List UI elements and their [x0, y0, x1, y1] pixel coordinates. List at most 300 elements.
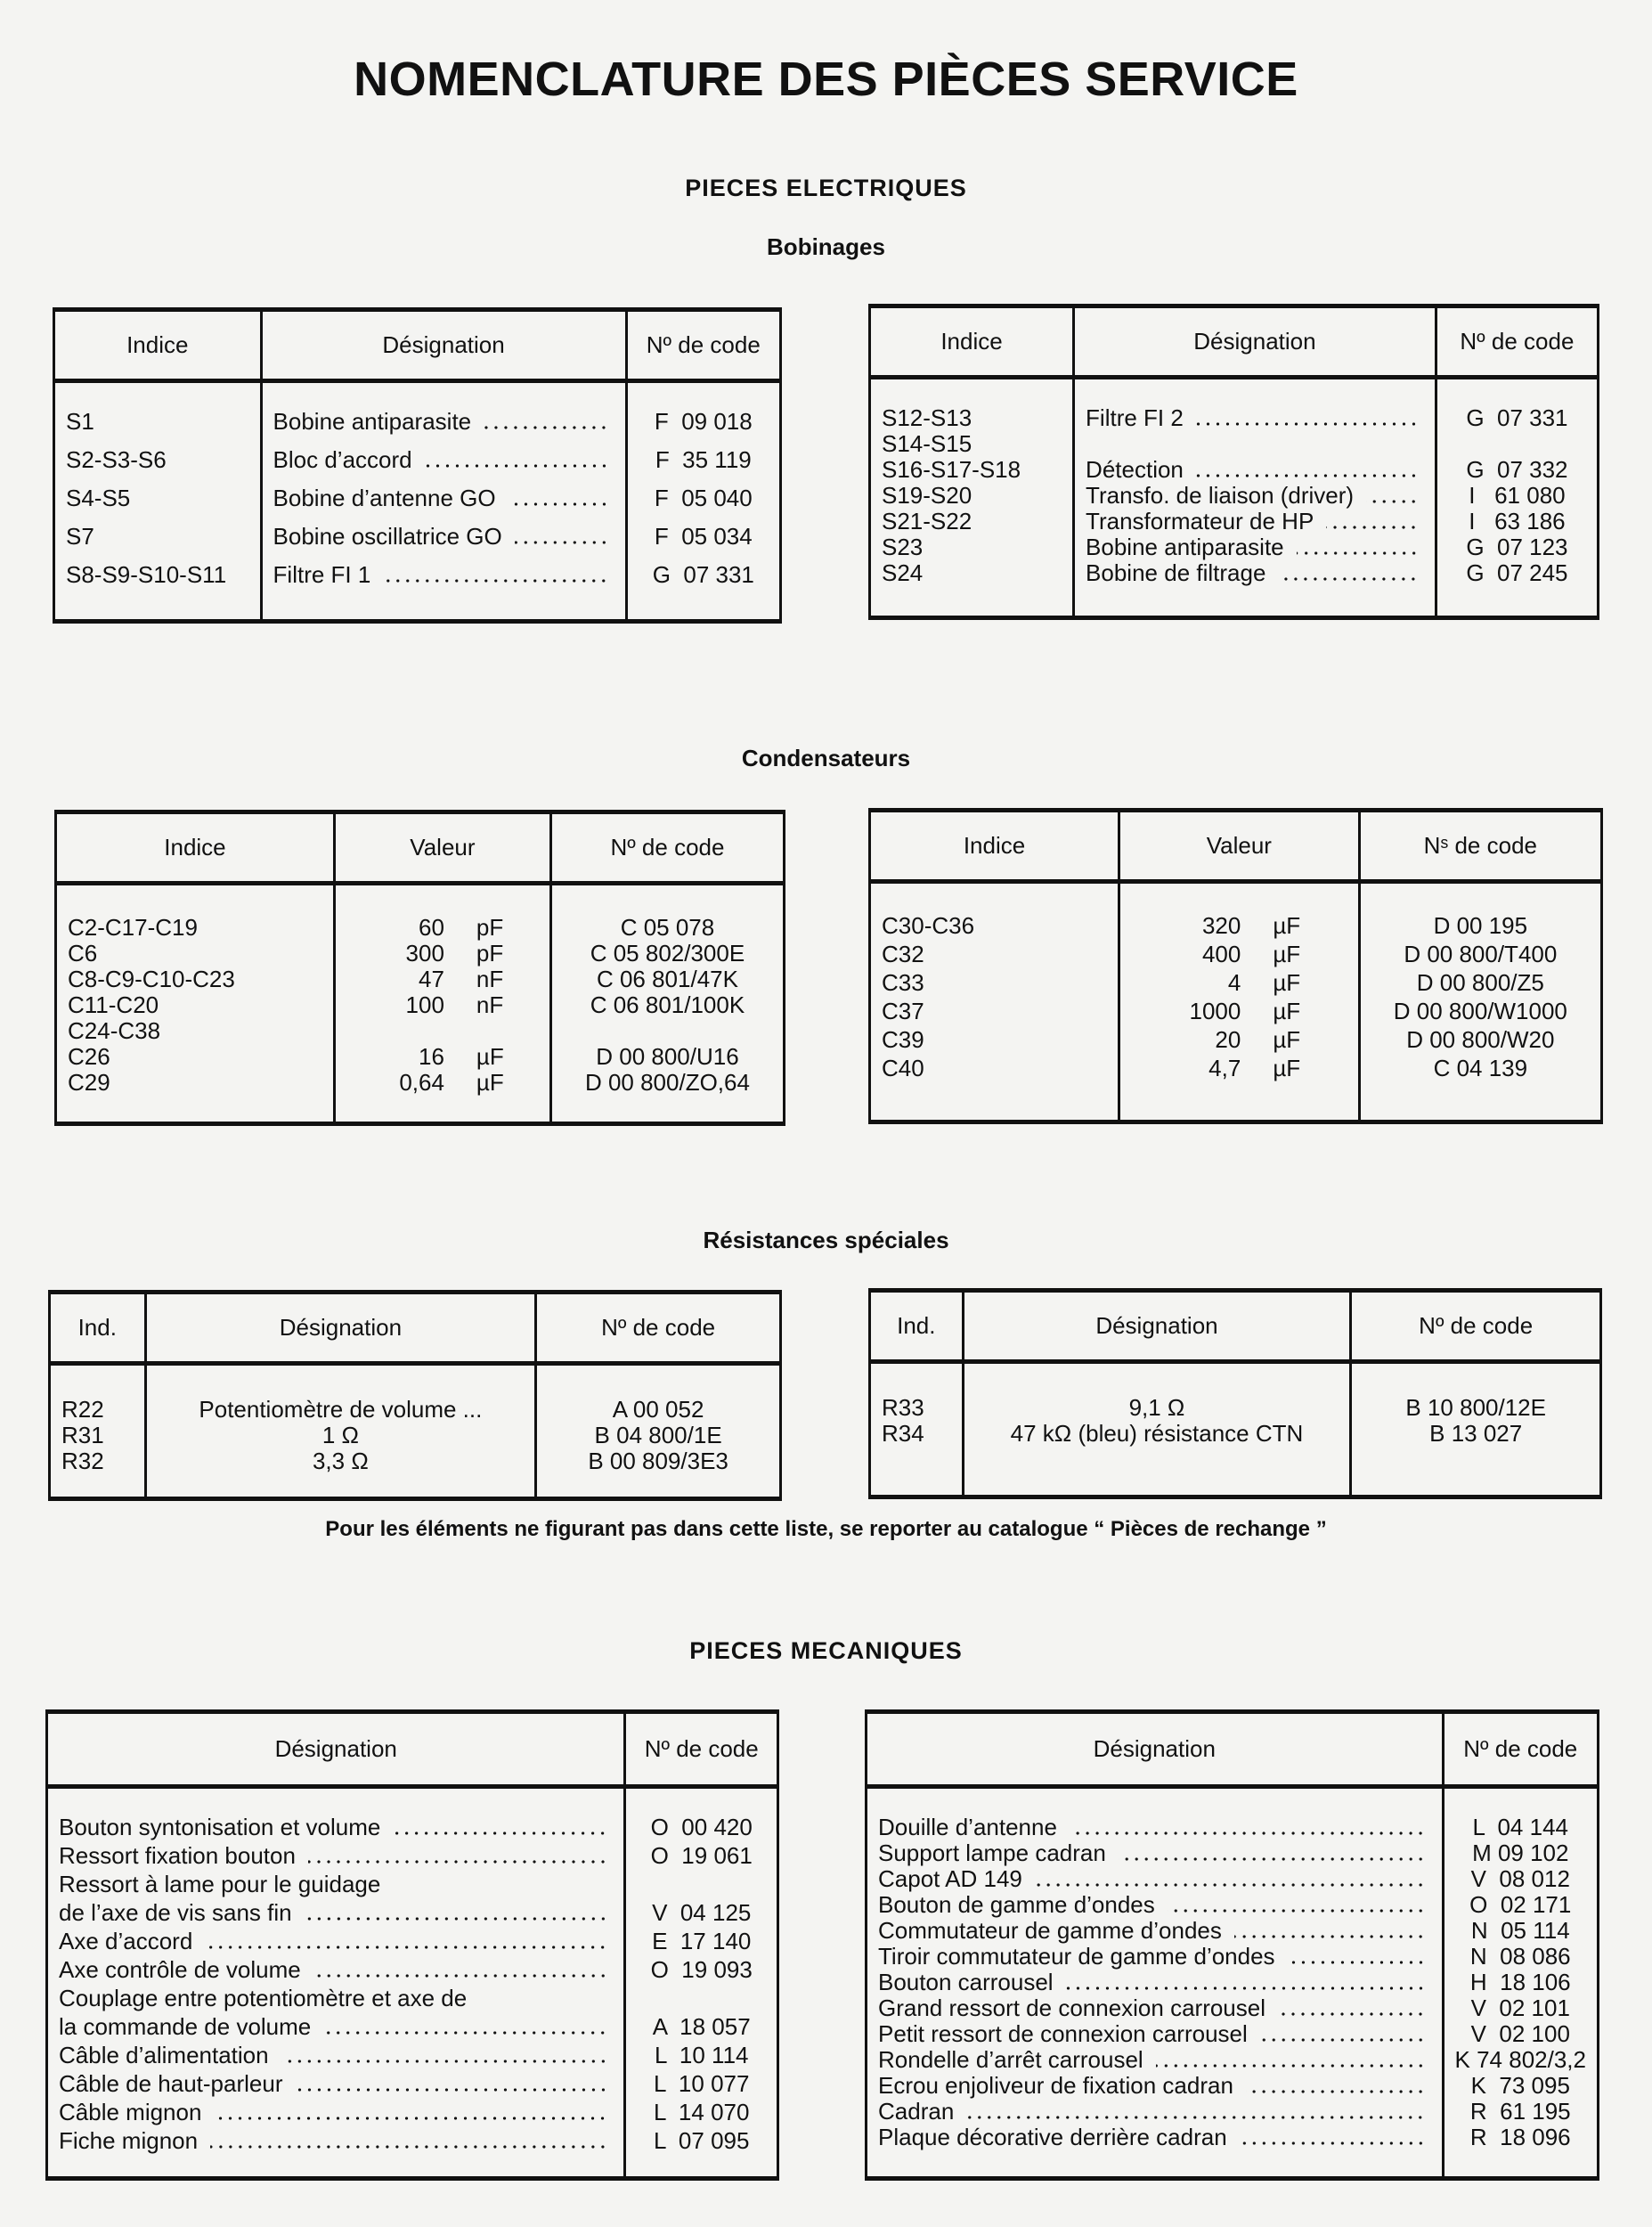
table-row-cell — [1131, 998, 1347, 1026]
column-header: Indice — [54, 310, 262, 381]
table-row-cell — [1455, 1917, 1586, 1943]
part-code: L 10 077 — [653, 2070, 750, 2097]
table-row-cell — [66, 485, 249, 523]
column-code — [1443, 1787, 1598, 2179]
table-row-cell — [346, 966, 539, 991]
table-row-cell — [1086, 430, 1424, 456]
column-header: Indice — [870, 306, 1074, 378]
index: C30-C36 — [882, 912, 975, 939]
value-number: 300 — [405, 940, 444, 967]
subheading-condensateurs: Condensateurs — [741, 745, 911, 771]
table-row-cell — [273, 446, 614, 485]
part-code: R 61 195 — [1469, 2098, 1571, 2125]
designation: Bouton de gamme d’ondes — [878, 1891, 1155, 1918]
table-row-cell — [1131, 1055, 1347, 1083]
part-code: B 10 800/12E — [1405, 1394, 1546, 1421]
designation: Support lampe cadran — [878, 1840, 1106, 1866]
table-row-cell — [61, 1422, 134, 1448]
column-val — [1119, 882, 1360, 1122]
table-row-cell — [882, 1420, 951, 1446]
value-unit: µF — [476, 1069, 504, 1096]
part-code: G 07 331 — [1466, 404, 1568, 431]
index: C8-C9-C10-C23 — [68, 966, 235, 992]
table-row-cell — [1455, 1995, 1586, 2020]
column-header: Désignation — [867, 1712, 1444, 1787]
dot-leader — [1168, 1909, 1426, 1913]
index: C29 — [68, 1069, 110, 1096]
part-code: G 07 331 — [652, 561, 754, 588]
table-row-cell — [1455, 2098, 1586, 2124]
table-row-cell — [1131, 912, 1347, 941]
table-row-cell — [563, 1069, 772, 1095]
designation: 9,1 Ω — [1128, 1394, 1185, 1421]
column-header: Valeur — [334, 812, 550, 884]
designation: Commutateur de gamme d’ondes — [878, 1917, 1222, 1944]
column-header: Indice — [56, 812, 335, 884]
value-unit: pF — [476, 940, 504, 967]
value-unit: µF — [1273, 969, 1301, 996]
table-row-cell — [1455, 2046, 1586, 2072]
table-row-cell — [637, 1956, 766, 1985]
table-row-cell — [1455, 1814, 1586, 1840]
table-row-cell — [882, 482, 1062, 508]
table-row-cell — [975, 1420, 1339, 1446]
table-row-cell — [639, 408, 769, 446]
table-row-cell — [1448, 482, 1586, 508]
table-row-cell — [882, 456, 1062, 482]
index: S21-S22 — [882, 508, 972, 534]
part-code: I 63 186 — [1469, 508, 1566, 534]
part-code: O 19 093 — [650, 1956, 753, 1983]
part-code: F 05 034 — [654, 523, 753, 550]
column-header: Désignation — [47, 1712, 625, 1787]
column-des — [1074, 378, 1436, 618]
table-row-cell — [882, 1026, 1107, 1055]
table-row-cell — [68, 1043, 322, 1069]
header-row — [56, 812, 785, 884]
table-row-cell — [563, 966, 772, 991]
designation: Grand ressort de connexion carrousel — [878, 1995, 1266, 2021]
part-code: V 02 101 — [1470, 1995, 1570, 2021]
index: S16-S17-S18 — [882, 456, 1021, 483]
header-row — [47, 1712, 778, 1787]
table-row-cell — [1086, 456, 1424, 482]
table-row-cell — [878, 2046, 1431, 2072]
table-row-cell — [882, 559, 1062, 585]
designation: Cadran — [878, 2098, 955, 2125]
dot-leader — [966, 2116, 1425, 2119]
table-row-cell — [878, 1865, 1431, 1891]
table-row-cell — [61, 1396, 134, 1422]
designation: de l’axe de vis sans fin — [59, 1899, 292, 1926]
value-number: 16 — [419, 1043, 444, 1070]
table-row-cell — [882, 404, 1062, 430]
index: S7 — [66, 523, 94, 550]
value-number: 320 — [1201, 912, 1241, 939]
designation: Détection — [1086, 456, 1184, 483]
table-row-cell — [1086, 534, 1424, 559]
part-code: L 14 070 — [653, 2099, 750, 2125]
part-code: G 07 245 — [1466, 559, 1568, 586]
dot-leader — [305, 1917, 608, 1921]
table-row-cell — [1371, 941, 1590, 969]
dot-leader — [1288, 1961, 1426, 1964]
table-row-cell — [68, 1017, 322, 1043]
part-code: C 06 801/100K — [590, 991, 745, 1018]
index: S23 — [882, 534, 924, 560]
designation: 1 Ω — [321, 1422, 359, 1448]
section-heading-mechanical: PIECES MECANIQUES — [689, 1637, 963, 1664]
table-row-cell — [59, 1842, 613, 1871]
table-row-cell — [878, 2098, 1431, 2124]
designation: Bobine antiparasite — [273, 408, 472, 435]
table-row-cell — [346, 1043, 539, 1069]
part-code: D 00 800/U16 — [596, 1043, 739, 1070]
table-row-cell — [68, 1069, 322, 1095]
table-row-cell — [68, 940, 322, 966]
value-unit: µF — [1273, 998, 1301, 1024]
table-row-cell — [1371, 998, 1590, 1026]
column-code — [1359, 882, 1601, 1122]
subheading-resistances: Résistances spéciales — [703, 1227, 949, 1253]
table-row-cell — [66, 408, 249, 446]
table-row-cell — [1086, 508, 1424, 534]
body-row — [867, 1787, 1599, 2179]
table-row-cell — [1131, 1026, 1347, 1055]
table-row-cell — [158, 1396, 525, 1422]
table-row-cell — [1371, 1026, 1590, 1055]
header-row — [867, 1712, 1599, 1787]
table-row-cell — [158, 1422, 525, 1448]
table-row-cell — [637, 1985, 766, 2013]
dot-leader — [1278, 577, 1418, 581]
part-code: M 09 102 — [1472, 1840, 1569, 1866]
body-row — [54, 381, 781, 622]
table-row-cell — [548, 1396, 769, 1422]
index: C32 — [882, 941, 924, 967]
column-code — [536, 1364, 781, 1499]
dot-leader — [1196, 422, 1419, 426]
part-code: D 00 195 — [1433, 912, 1528, 939]
table-row-cell — [1363, 1394, 1589, 1420]
dot-leader — [1240, 2141, 1426, 2145]
part-code: I 61 080 — [1469, 482, 1566, 509]
value-unit: pF — [476, 914, 504, 941]
table-row-cell — [1455, 1891, 1586, 1917]
table-row-cell — [68, 991, 322, 1017]
index: R31 — [61, 1422, 104, 1448]
table-row-cell — [878, 1969, 1431, 1995]
table-row-cell — [878, 1840, 1431, 1865]
part-code: K 73 095 — [1470, 2072, 1570, 2099]
header-row — [54, 310, 781, 381]
column-header: Ind. — [50, 1293, 146, 1364]
column-header: Nº de code — [550, 812, 784, 884]
index: C37 — [882, 998, 924, 1024]
column-header: Nˢ de code — [1359, 811, 1601, 882]
index: S14-S15 — [882, 430, 972, 457]
table-row-cell — [59, 1899, 613, 1928]
index: C6 — [68, 940, 98, 967]
dot-leader — [210, 2145, 607, 2149]
body-row — [870, 882, 1602, 1122]
part-code: D 00 800/W20 — [1406, 1026, 1555, 1053]
column-header: Désignation — [145, 1293, 536, 1364]
table-row-cell — [66, 446, 249, 485]
designation: Rondelle d’arrêt carrousel — [878, 2046, 1143, 2073]
dot-leader — [1119, 1857, 1426, 1861]
part-code: E 17 140 — [652, 1928, 752, 1954]
table-row-cell — [882, 1055, 1107, 1083]
index: R33 — [882, 1394, 924, 1421]
table-row-cell — [1371, 1055, 1590, 1083]
table-row-cell — [563, 940, 772, 966]
table-row-cell — [563, 1017, 772, 1043]
value-unit: µF — [1273, 941, 1301, 967]
section-heading-electrical: PIECES ELECTRIQUES — [685, 175, 967, 201]
dot-leader — [1156, 2064, 1426, 2068]
part-code: K 74 802/3,2 — [1454, 2046, 1586, 2073]
table-row-cell — [882, 430, 1062, 456]
mecaniques-table-left — [45, 1709, 779, 2181]
part-code: N 05 114 — [1470, 1917, 1570, 1944]
part-code: R 18 096 — [1469, 2124, 1571, 2150]
part-code: C 05 078 — [620, 914, 715, 941]
table-row-cell — [639, 446, 769, 485]
part-code: L 04 144 — [1472, 1814, 1568, 1840]
column-header: Nº de code — [1436, 306, 1598, 378]
table-row-cell — [882, 508, 1062, 534]
table-row-cell — [639, 561, 769, 600]
table-row-cell — [878, 2072, 1431, 2098]
designation: Câble mignon — [59, 2099, 202, 2125]
index: S2-S3-S6 — [66, 446, 167, 473]
table-row-cell — [59, 1985, 613, 2013]
value-number: 0,64 — [399, 1069, 444, 1096]
table-row-cell — [1086, 404, 1424, 430]
part-code: V 08 012 — [1470, 1865, 1570, 1892]
table-row-cell — [637, 1814, 766, 1842]
column-header: Indice — [870, 811, 1119, 882]
part-code: C 06 801/47K — [596, 966, 738, 992]
column-header: Ind. — [870, 1291, 964, 1362]
designation: Potentiomètre de volume ... — [199, 1396, 483, 1423]
designation: Bobine d’antenne GO — [273, 485, 496, 511]
dot-leader — [393, 1831, 607, 1835]
table-row-cell — [639, 523, 769, 561]
dot-leader — [313, 1974, 608, 1978]
index: C2-C17-C19 — [68, 914, 198, 941]
table-row-cell — [1448, 508, 1586, 534]
index: C39 — [882, 1026, 924, 1053]
dot-leader — [1196, 474, 1419, 477]
mecaniques-table-right — [865, 1709, 1599, 2181]
column-header: Nº de code — [1351, 1291, 1601, 1362]
designation: Bouton syntonisation et volume — [59, 1814, 381, 1840]
column-code — [626, 381, 780, 622]
column-ind — [870, 1362, 964, 1497]
table-row-cell — [1455, 2072, 1586, 2098]
table-row-cell — [59, 1814, 613, 1842]
table-row-cell — [1131, 969, 1347, 998]
designation: Ressort à lame pour le guidage — [59, 1871, 381, 1897]
index: R32 — [61, 1448, 104, 1474]
table-row-cell — [975, 1394, 1339, 1420]
designation: 47 kΩ (bleu) résistance CTN — [1010, 1420, 1304, 1447]
value-unit: µF — [476, 1043, 504, 1070]
designation: Axe contrôle de volume — [59, 1956, 301, 1983]
value-number: 400 — [1201, 941, 1241, 967]
part-code: B 04 800/1E — [594, 1422, 722, 1448]
part-code: G 07 123 — [1466, 534, 1568, 560]
table-row-cell — [1371, 912, 1590, 941]
table-row-cell — [273, 561, 614, 600]
column-ind — [56, 884, 335, 1124]
index: S24 — [882, 559, 924, 586]
column-header: Nº de code — [536, 1293, 781, 1364]
dot-leader — [1278, 2012, 1426, 2016]
dot-leader — [383, 579, 608, 583]
column-des — [963, 1362, 1351, 1497]
header-row — [870, 1291, 1601, 1362]
table-row-cell — [68, 966, 322, 991]
body-row — [56, 884, 785, 1124]
dot-leader — [1297, 551, 1419, 555]
designation: Couplage entre potentiomètre et axe de — [59, 1985, 468, 2011]
index: C24-C38 — [68, 1017, 161, 1044]
dot-leader — [1066, 1986, 1426, 1990]
table-row-cell — [1448, 456, 1586, 482]
column-header: Désignation — [261, 310, 626, 381]
table-row-cell — [637, 1899, 766, 1928]
bobinages-table-right — [868, 304, 1599, 620]
part-code: D 00 800/Z5 — [1416, 969, 1544, 996]
designation: la commande de volume — [59, 2013, 312, 2040]
designation: Bobine antiparasite — [1086, 534, 1284, 560]
part-code: G 07 332 — [1466, 456, 1568, 483]
table-row-cell — [59, 2127, 613, 2156]
part-code: L 10 114 — [654, 2042, 749, 2068]
designation: Petit ressort de connexion carrousel — [878, 2020, 1248, 2047]
designation: Capot AD 149 — [878, 1865, 1022, 1892]
dot-leader — [205, 1946, 607, 1949]
column-header: Valeur — [1119, 811, 1360, 882]
header-row — [870, 306, 1599, 378]
table-row-cell — [158, 1448, 525, 1473]
designation: Ecrou enjoliveur de fixation cadran — [878, 2072, 1233, 2099]
bobinages-table-left — [53, 307, 782, 624]
part-code: B 13 027 — [1429, 1420, 1523, 1447]
part-code: D 00 800/W1000 — [1393, 998, 1567, 1024]
dot-leader — [214, 2117, 607, 2120]
designation: Bloc d’accord — [273, 446, 412, 473]
condensateurs-table-left — [54, 810, 785, 1126]
table-row-cell — [1086, 559, 1424, 585]
column-des — [867, 1787, 1444, 2179]
column-header: Désignation — [963, 1291, 1351, 1362]
table-row-cell — [548, 1422, 769, 1448]
header-row — [50, 1293, 781, 1364]
table-row-cell — [273, 523, 614, 561]
resistances-table-right — [868, 1288, 1602, 1499]
table-row-cell — [273, 485, 614, 523]
dot-leader — [1035, 1883, 1426, 1887]
column-val — [334, 884, 550, 1124]
part-code: O 02 171 — [1469, 1891, 1572, 1918]
value-unit: nF — [476, 991, 504, 1018]
designation: Tiroir commutateur de gamme d’ondes — [878, 1943, 1275, 1970]
table-row-cell — [59, 1956, 613, 1985]
table-row-cell — [878, 2020, 1431, 2046]
designation: 3,3 Ω — [312, 1448, 369, 1474]
designation: Bobine de filtrage — [1086, 559, 1266, 586]
index: S1 — [66, 408, 94, 435]
table-row-cell — [878, 1943, 1431, 1969]
designation: Ressort fixation bouton — [59, 1842, 296, 1869]
value-number: 47 — [419, 966, 444, 992]
designation: Axe d’accord — [59, 1928, 193, 1954]
dot-leader — [323, 2031, 607, 2035]
table-row-cell — [1448, 430, 1586, 456]
value-unit: µF — [1273, 912, 1301, 939]
dot-leader — [515, 541, 609, 544]
table-row-cell — [548, 1448, 769, 1473]
table-row-cell — [637, 2013, 766, 2042]
table-row-cell — [563, 914, 772, 940]
part-code: A 18 057 — [652, 2013, 751, 2040]
part-code: L 07 095 — [653, 2127, 750, 2154]
index: C11-C20 — [68, 991, 159, 1018]
part-code: C 05 802/300E — [590, 940, 745, 967]
table-row-cell — [1455, 1840, 1586, 1865]
table-row-cell — [637, 2042, 766, 2070]
dot-leader — [281, 2060, 608, 2063]
subheading-bobinages: Bobinages — [767, 233, 885, 260]
value-unit: µF — [1273, 1055, 1301, 1081]
index: C33 — [882, 969, 924, 996]
value-unit: µF — [1273, 1026, 1301, 1053]
table-row-cell — [346, 940, 539, 966]
part-code: O 19 061 — [650, 1842, 753, 1869]
table-row-cell — [882, 941, 1107, 969]
column-ind — [54, 381, 262, 622]
table-row-cell — [59, 2013, 613, 2042]
table-row-cell — [1363, 1420, 1589, 1446]
designation: Douille d’antenne — [878, 1814, 1057, 1840]
part-code: V 02 100 — [1470, 2020, 1570, 2047]
column-code — [1351, 1362, 1601, 1497]
dot-leader — [484, 426, 608, 429]
column-des — [261, 381, 626, 622]
column-code — [550, 884, 784, 1124]
table-row-cell — [1448, 404, 1586, 430]
table-row-cell — [878, 1995, 1431, 2020]
table-row-cell — [1455, 1943, 1586, 1969]
table-row-cell — [882, 912, 1107, 941]
table-row-cell — [59, 2099, 613, 2127]
table-row-cell — [59, 2042, 613, 2070]
column-ind — [870, 378, 1074, 618]
column-code — [1436, 378, 1598, 618]
table-row-cell — [1371, 969, 1590, 998]
table-row-cell — [878, 2124, 1431, 2150]
body-row — [47, 1787, 778, 2179]
index: R22 — [61, 1396, 104, 1423]
body-row — [870, 1362, 1601, 1497]
part-code: F 09 018 — [654, 408, 753, 435]
column-header: Nº de code — [625, 1712, 778, 1787]
table-row-cell — [346, 991, 539, 1017]
